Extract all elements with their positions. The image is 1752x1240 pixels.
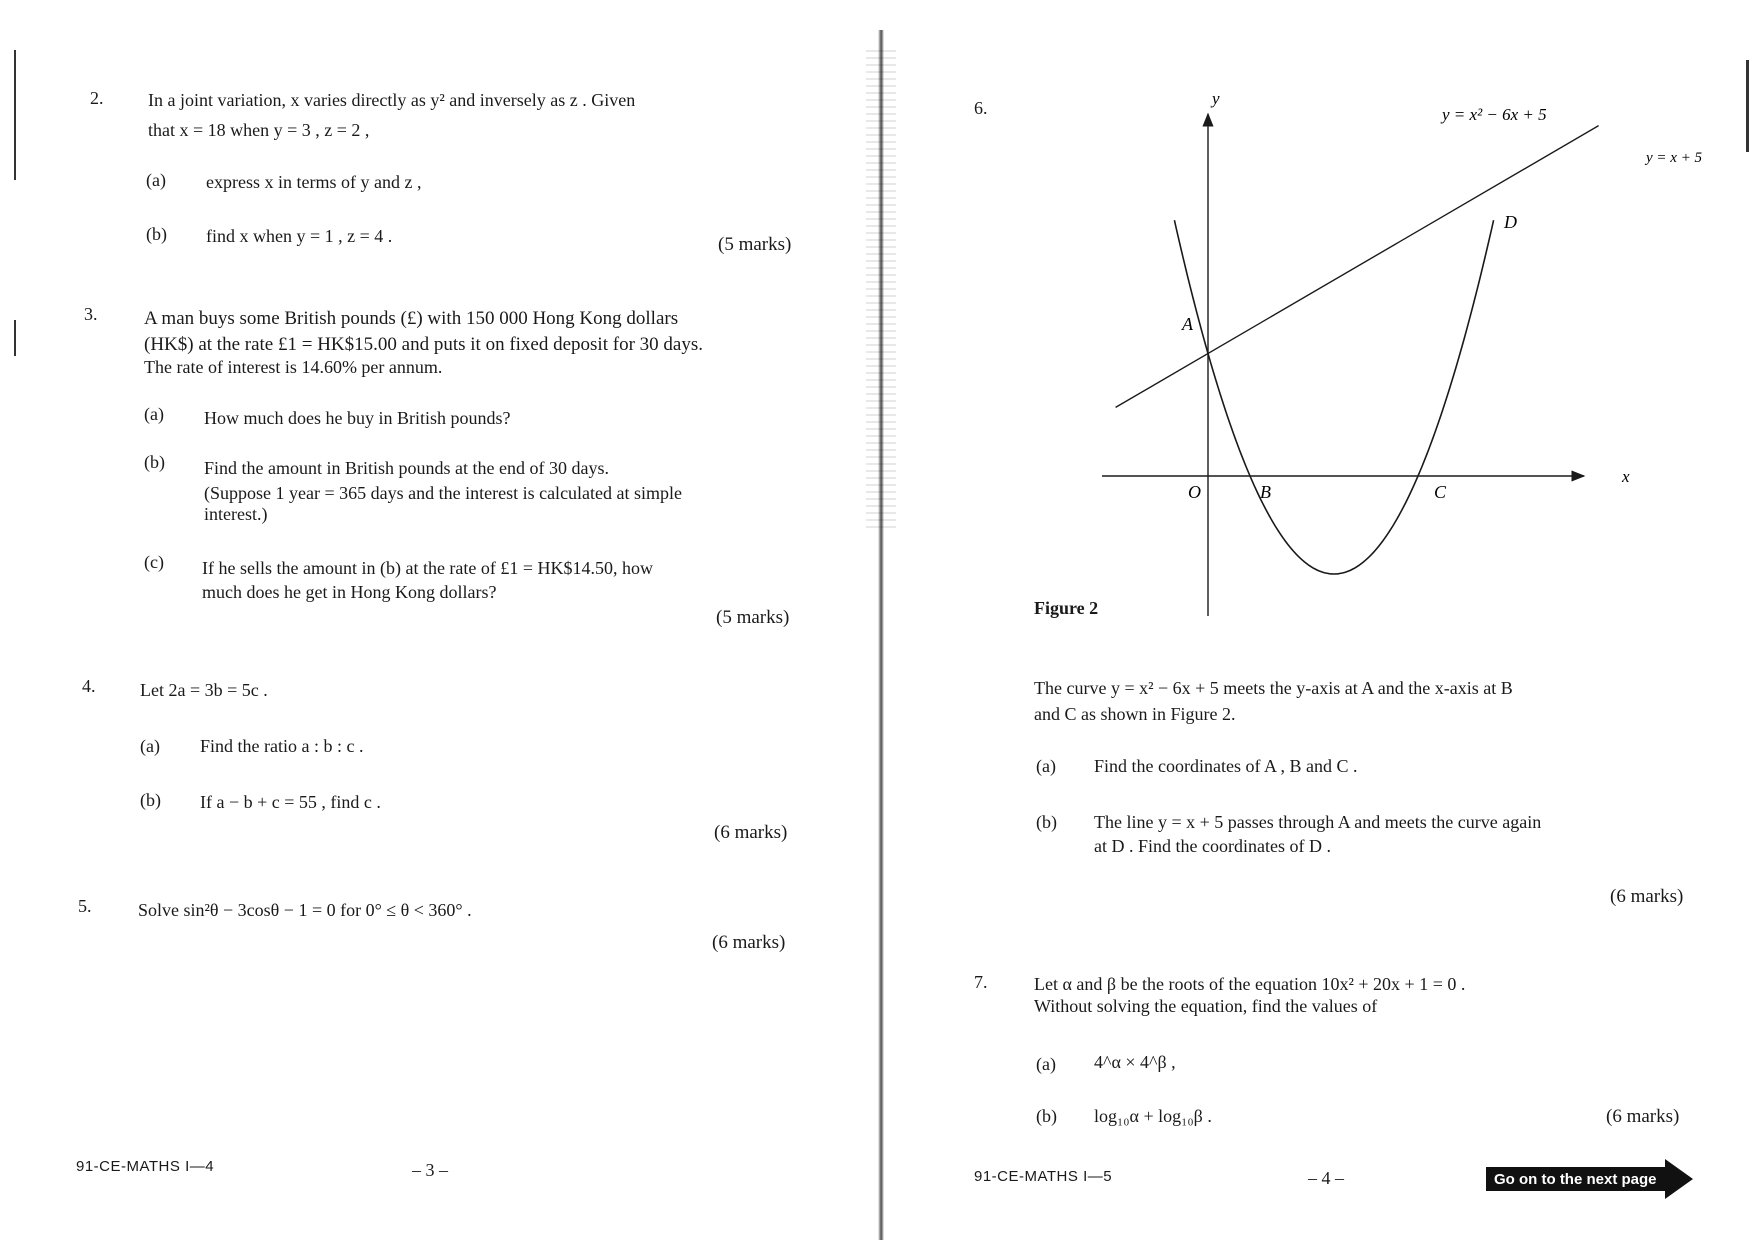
question-stem-line: and C as shown in Figure 2. [1034,704,1236,724]
arrow-right-icon [1665,1159,1693,1199]
point-d-label: D [1504,212,1517,232]
part-label: (a) [1036,1054,1056,1074]
curve-equation-label: y = x² − 6x + 5 [1442,105,1547,124]
question-stem-line: that x = 18 when y = 3 , z = 2 , [148,120,370,140]
next-page-label: Go on to the next page [1486,1167,1665,1191]
footer-code: 91-CE-MATHS I—5 [974,1168,1113,1185]
marks-label: (5 marks) [718,234,792,255]
part-text: log₁₀α + log₁₀β . [1094,1106,1212,1126]
part-text: Find the coordinates of A , B and C . [1094,756,1358,776]
question-stem: Solve sin²θ − 3cosθ − 1 = 0 for 0° ≤ θ < 360° . [138,900,472,920]
scan-edge-mark [14,50,16,180]
part-text: find x when y = 1 , z = 4 . [206,226,393,246]
part-label: (b) [1036,812,1057,832]
x-axis-label: x [1622,467,1630,486]
part-text: If he sells the amount in (b) at the rate of £1 = HK$14.50, how [202,558,654,578]
straight-line [1116,126,1599,408]
question-number: 6. [974,98,988,118]
question-stem-line: (HK$) at the rate £1 = HK$15.00 and puts it on fixed deposit for 30 days. [144,334,703,355]
part-text: If a − b + c = 55 , find c . [200,792,381,812]
question-stem: Let 2a = 3b = 5c . [140,680,268,700]
question-stem-line: Without solving the equation, find the values of [1034,996,1378,1016]
part-label: (a) [140,736,160,756]
marks-label: (6 marks) [714,822,788,843]
marks-label: (6 marks) [1606,1106,1680,1127]
marks-label: (5 marks) [716,607,790,628]
footer-code: 91-CE-MATHS I—4 [76,1158,215,1175]
y-axis-label: y [1212,89,1220,108]
question-number: 3. [84,304,98,324]
origin-label: O [1188,482,1201,502]
point-c-label: C [1434,482,1447,502]
question-number: 4. [82,676,96,696]
page-number: – 3 – [412,1160,448,1180]
part-text: Find the ratio a : b : c . [200,736,364,756]
part-label: (a) [1036,756,1056,776]
question-number: 7. [974,972,988,992]
question-stem-line: The curve y = x² − 6x + 5 meets the y-axis at A and the x-axis at B [1034,678,1513,698]
page-number: – 4 – [1308,1168,1344,1188]
part-text: interest.) [204,504,268,524]
question-stem-line: In a joint variation, x varies directly as y² and inversely as z . Given [148,90,636,110]
scan-edge-mark [14,320,16,356]
part-label: (a) [146,170,166,190]
part-label: (b) [1036,1106,1057,1126]
point-a-label: A [1182,314,1193,334]
part-text: much does he get in Hong Kong dollars? [202,582,497,602]
part-label: (b) [140,790,161,810]
part-label: (b) [144,452,165,472]
parabola-curve [1174,220,1493,574]
line-equation-label: y = x + 5 [1646,150,1703,166]
part-text: Find the amount in British pounds at the end of 30 days. [204,458,609,478]
marks-label: (6 marks) [1610,886,1684,907]
marks-label: (6 marks) [712,932,786,953]
part-text: The line y = x + 5 passes through A and meets the curve again [1094,812,1542,832]
part-text: at D . Find the coordinates of D . [1094,836,1331,856]
part-label: (b) [146,224,167,244]
question-number: 2. [90,88,104,108]
question-stem-line: The rate of interest is 14.60% per annum. [144,357,443,377]
part-text: express x in terms of y and z , [206,172,422,192]
question-number: 5. [78,896,92,916]
part-label: (c) [144,552,164,572]
figure-2-graph [1090,84,1740,644]
point-b-label: B [1260,482,1271,502]
part-label: (a) [144,404,164,424]
question-stem-line: A man buys some British pounds (£) with 150 000 Hong Kong dollars [144,308,679,329]
part-text: (Suppose 1 year = 365 days and the interest is calculated at simple [204,483,683,503]
question-stem-line: Let α and β be the roots of the equation 10x² + 20x + 1 = 0 . [1034,974,1466,994]
part-text: 4^α × 4^β , [1094,1052,1176,1072]
figure-caption: Figure 2 [1034,598,1099,618]
next-page-badge [1486,1164,1693,1194]
part-text: How much does he buy in British pounds? [204,408,511,428]
